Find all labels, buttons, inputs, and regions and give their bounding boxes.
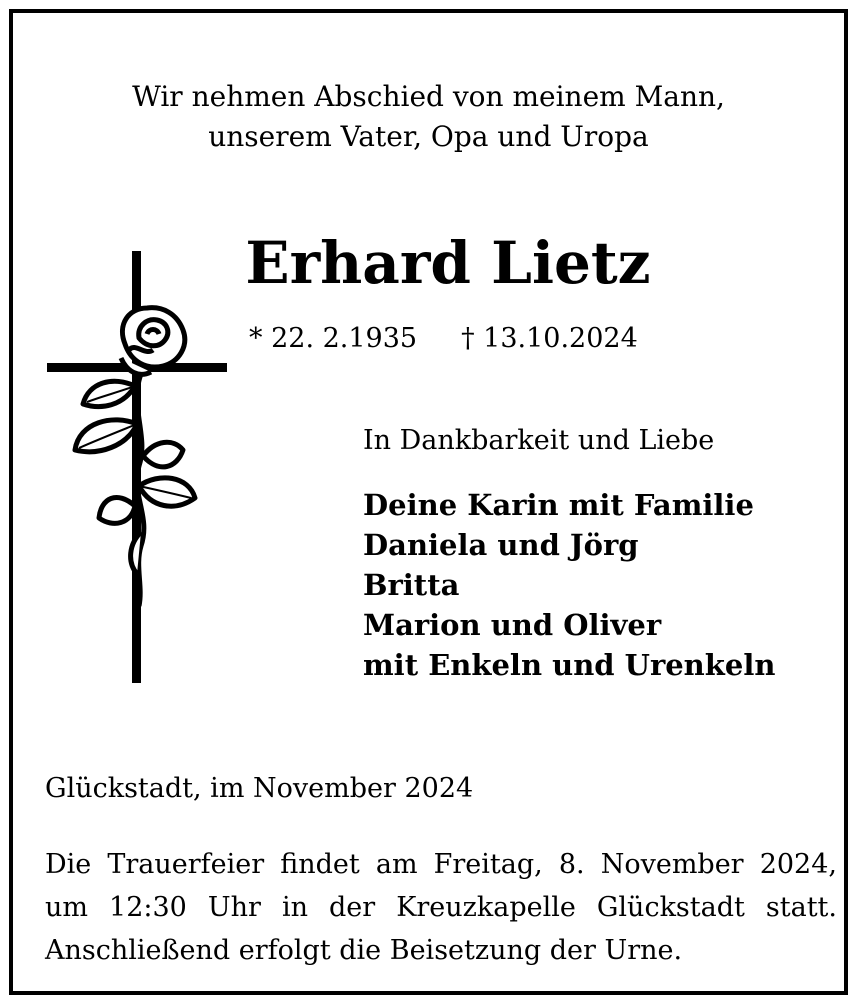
mourner-entry: Deine Karin mit Familie [363, 488, 754, 522]
mourner-entry: Britta [363, 568, 460, 602]
obituary-notice [9, 9, 848, 995]
ceremony-line: Anschließend erfolgt die Beisetzung der Urne. [45, 935, 683, 966]
intro-text [13, 77, 844, 157]
birth-date: * 22. 2.1935 [249, 323, 418, 354]
intro-line: unserem Vater, Opa und Uropa [208, 120, 649, 153]
mourner-entry: Marion und Oliver [363, 608, 662, 642]
mourner-entry: Daniela und Jörg [363, 528, 639, 562]
place-and-date: Glückstadt, im November 2024 [45, 773, 474, 804]
mourner-entry: mit Enkeln und Urenkeln [363, 648, 776, 682]
life-dates [249, 319, 638, 359]
ceremony-details [45, 843, 837, 972]
mourners-list [363, 485, 775, 685]
intro-line: Wir nehmen Abschied von meinem Mann, [132, 80, 725, 113]
death-date: † 13.10.2024 [461, 323, 638, 354]
ceremony-line: um 12:30 Uhr in der Kreuzkapelle Glückstadt statt. [45, 892, 837, 923]
deceased-name: Erhard Lietz [245, 229, 651, 297]
ceremony-line: Die Trauerfeier findet am Freitag, 8. November 2024, [45, 849, 837, 880]
cross-with-rose-icon [43, 246, 233, 686]
gratitude-line: In Dankbarkeit und Liebe [363, 425, 715, 456]
